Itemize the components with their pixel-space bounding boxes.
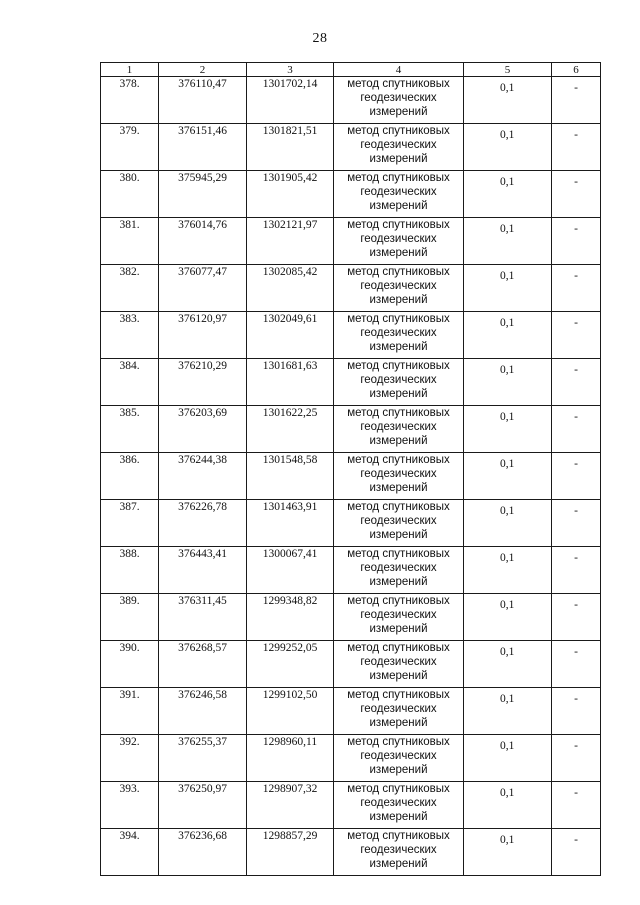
method-cell: метод спутниковых геодезических измерений bbox=[334, 218, 464, 265]
table-row bbox=[101, 594, 601, 641]
accuracy-cell: 0,1 bbox=[464, 829, 552, 876]
method-cell: метод спутниковых геодезических измерений bbox=[334, 594, 464, 641]
note-cell: - bbox=[552, 312, 601, 359]
x-coordinate-cell: 376110,47 bbox=[159, 77, 247, 124]
method-cell: метод спутниковых геодезических измерений bbox=[334, 547, 464, 594]
accuracy-cell: 0,1 bbox=[464, 77, 552, 124]
y-coordinate-cell: 1301622,25 bbox=[247, 406, 334, 453]
note-cell: - bbox=[552, 594, 601, 641]
accuracy-cell: 0,1 bbox=[464, 124, 552, 171]
y-coordinate-cell: 1299252,05 bbox=[247, 641, 334, 688]
accuracy-cell: 0,1 bbox=[464, 312, 552, 359]
accuracy-cell: 0,1 bbox=[464, 500, 552, 547]
point-number-cell: 388. bbox=[101, 547, 159, 594]
method-cell: метод спутниковых геодезических измерений bbox=[334, 312, 464, 359]
point-number-cell: 378. bbox=[101, 77, 159, 124]
accuracy-cell: 0,1 bbox=[464, 218, 552, 265]
note-cell: - bbox=[552, 359, 601, 406]
note-cell: - bbox=[552, 171, 601, 218]
header-col-1: 1 bbox=[101, 63, 159, 77]
x-coordinate-cell: 376077,47 bbox=[159, 265, 247, 312]
table-row bbox=[101, 359, 601, 406]
point-number-cell: 389. bbox=[101, 594, 159, 641]
method-cell: метод спутниковых геодезических измерений bbox=[334, 171, 464, 218]
header-col-5: 5 bbox=[464, 63, 552, 77]
y-coordinate-cell: 1302049,61 bbox=[247, 312, 334, 359]
x-coordinate-cell: 376250,97 bbox=[159, 782, 247, 829]
note-cell: - bbox=[552, 641, 601, 688]
x-coordinate-cell: 376443,41 bbox=[159, 547, 247, 594]
note-cell: - bbox=[552, 735, 601, 782]
note-cell: - bbox=[552, 500, 601, 547]
point-number-cell: 387. bbox=[101, 500, 159, 547]
table-row bbox=[101, 218, 601, 265]
method-cell: метод спутниковых геодезических измерений bbox=[334, 782, 464, 829]
accuracy-cell: 0,1 bbox=[464, 594, 552, 641]
method-cell: метод спутниковых геодезических измерений bbox=[334, 406, 464, 453]
table-row bbox=[101, 77, 601, 124]
x-coordinate-cell: 376246,58 bbox=[159, 688, 247, 735]
y-coordinate-cell: 1301681,63 bbox=[247, 359, 334, 406]
method-cell: метод спутниковых геодезических измерений bbox=[334, 124, 464, 171]
point-number-cell: 383. bbox=[101, 312, 159, 359]
note-cell: - bbox=[552, 829, 601, 876]
accuracy-cell: 0,1 bbox=[464, 688, 552, 735]
accuracy-cell: 0,1 bbox=[464, 547, 552, 594]
y-coordinate-cell: 1299102,50 bbox=[247, 688, 334, 735]
y-coordinate-cell: 1301548,58 bbox=[247, 453, 334, 500]
point-number-cell: 380. bbox=[101, 171, 159, 218]
x-coordinate-cell: 376014,76 bbox=[159, 218, 247, 265]
method-cell: метод спутниковых геодезических измерений bbox=[334, 359, 464, 406]
method-cell: метод спутниковых геодезических измерений bbox=[334, 641, 464, 688]
table-row bbox=[101, 312, 601, 359]
x-coordinate-cell: 376151,46 bbox=[159, 124, 247, 171]
table-row bbox=[101, 547, 601, 594]
x-coordinate-cell: 376210,29 bbox=[159, 359, 247, 406]
y-coordinate-cell: 1298857,29 bbox=[247, 829, 334, 876]
note-cell: - bbox=[552, 688, 601, 735]
x-coordinate-cell: 376203,69 bbox=[159, 406, 247, 453]
header-col-6: 6 bbox=[552, 63, 601, 77]
note-cell: - bbox=[552, 547, 601, 594]
note-cell: - bbox=[552, 265, 601, 312]
x-coordinate-cell: 376255,37 bbox=[159, 735, 247, 782]
table-row bbox=[101, 124, 601, 171]
table-row bbox=[101, 171, 601, 218]
table-row bbox=[101, 688, 601, 735]
note-cell: - bbox=[552, 124, 601, 171]
method-cell: метод спутниковых геодезических измерений bbox=[334, 77, 464, 124]
accuracy-cell: 0,1 bbox=[464, 406, 552, 453]
point-number-cell: 392. bbox=[101, 735, 159, 782]
x-coordinate-cell: 376226,78 bbox=[159, 500, 247, 547]
y-coordinate-cell: 1302121,97 bbox=[247, 218, 334, 265]
note-cell: - bbox=[552, 218, 601, 265]
point-number-cell: 382. bbox=[101, 265, 159, 312]
point-number-cell: 394. bbox=[101, 829, 159, 876]
point-number-cell: 393. bbox=[101, 782, 159, 829]
y-coordinate-cell: 1298960,11 bbox=[247, 735, 334, 782]
method-cell: метод спутниковых геодезических измерений bbox=[334, 265, 464, 312]
accuracy-cell: 0,1 bbox=[464, 641, 552, 688]
point-number-cell: 386. bbox=[101, 453, 159, 500]
x-coordinate-cell: 375945,29 bbox=[159, 171, 247, 218]
table-row bbox=[101, 500, 601, 547]
accuracy-cell: 0,1 bbox=[464, 359, 552, 406]
y-coordinate-cell: 1299348,82 bbox=[247, 594, 334, 641]
page-number: 28 bbox=[312, 31, 328, 46]
table-body bbox=[101, 77, 601, 876]
x-coordinate-cell: 376311,45 bbox=[159, 594, 247, 641]
accuracy-cell: 0,1 bbox=[464, 171, 552, 218]
y-coordinate-cell: 1298907,32 bbox=[247, 782, 334, 829]
table-row bbox=[101, 406, 601, 453]
y-coordinate-cell: 1302085,42 bbox=[247, 265, 334, 312]
note-cell: - bbox=[552, 453, 601, 500]
y-coordinate-cell: 1300067,41 bbox=[247, 547, 334, 594]
point-number-cell: 390. bbox=[101, 641, 159, 688]
y-coordinate-cell: 1301463,91 bbox=[247, 500, 334, 547]
method-cell: метод спутниковых геодезических измерений bbox=[334, 688, 464, 735]
table-row bbox=[101, 735, 601, 782]
method-cell: метод спутниковых геодезических измерений bbox=[334, 453, 464, 500]
point-number-cell: 391. bbox=[101, 688, 159, 735]
y-coordinate-cell: 1301821,51 bbox=[247, 124, 334, 171]
point-number-cell: 381. bbox=[101, 218, 159, 265]
point-number-cell: 379. bbox=[101, 124, 159, 171]
header-col-2: 2 bbox=[159, 63, 247, 77]
header-col-3: 3 bbox=[247, 63, 334, 77]
accuracy-cell: 0,1 bbox=[464, 735, 552, 782]
table-header-row bbox=[101, 63, 601, 77]
note-cell: - bbox=[552, 406, 601, 453]
note-cell: - bbox=[552, 782, 601, 829]
x-coordinate-cell: 376120,97 bbox=[159, 312, 247, 359]
point-number-cell: 384. bbox=[101, 359, 159, 406]
table-row bbox=[101, 453, 601, 500]
x-coordinate-cell: 376268,57 bbox=[159, 641, 247, 688]
table-row bbox=[101, 782, 601, 829]
method-cell: метод спутниковых геодезических измерений bbox=[334, 500, 464, 547]
accuracy-cell: 0,1 bbox=[464, 453, 552, 500]
method-cell: метод спутниковых геодезических измерений bbox=[334, 735, 464, 782]
table-row bbox=[101, 265, 601, 312]
y-coordinate-cell: 1301905,42 bbox=[247, 171, 334, 218]
table-row bbox=[101, 641, 601, 688]
header-col-4: 4 bbox=[334, 63, 464, 77]
x-coordinate-cell: 376244,38 bbox=[159, 453, 247, 500]
y-coordinate-cell: 1301702,14 bbox=[247, 77, 334, 124]
accuracy-cell: 0,1 bbox=[464, 265, 552, 312]
point-number-cell: 385. bbox=[101, 406, 159, 453]
method-cell: метод спутниковых геодезических измерений bbox=[334, 829, 464, 876]
coordinates-table bbox=[100, 62, 601, 876]
x-coordinate-cell: 376236,68 bbox=[159, 829, 247, 876]
table-row bbox=[101, 829, 601, 876]
accuracy-cell: 0,1 bbox=[464, 782, 552, 829]
note-cell: - bbox=[552, 77, 601, 124]
